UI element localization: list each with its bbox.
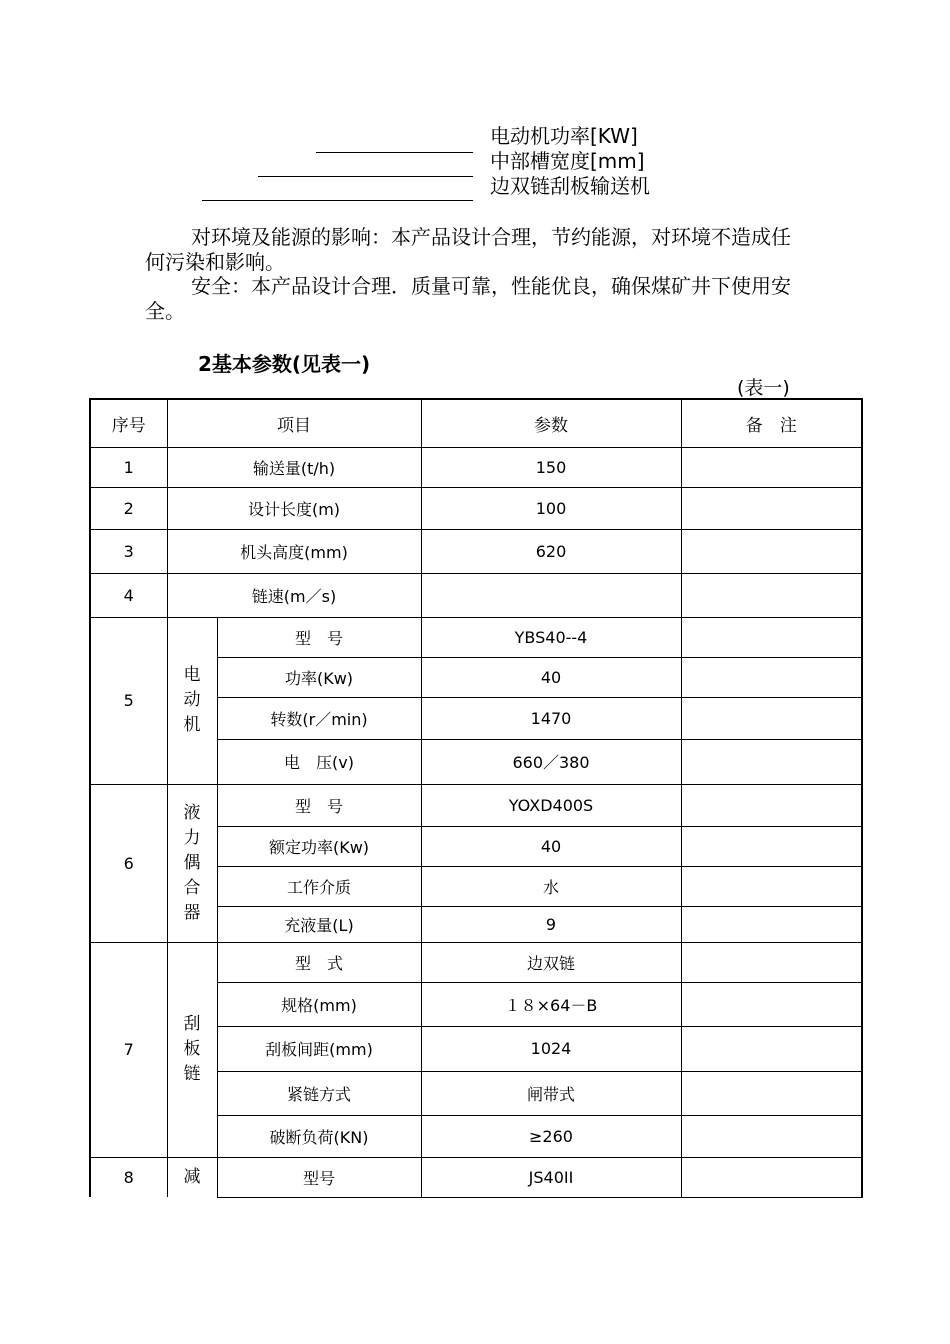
table-row	[90, 784, 862, 826]
group-name-coupling: 液 力 偶 合 器	[183, 802, 201, 923]
paragraph-safety	[145, 274, 807, 324]
param-cell: YOXD400S	[421, 784, 681, 826]
legend-underline-1	[316, 152, 473, 153]
seq-cell: 3	[90, 529, 167, 573]
param-cell: 660／380	[421, 739, 681, 784]
remark-cell	[681, 617, 862, 657]
group-name-cell	[167, 617, 217, 784]
item-cell: 型 式	[217, 942, 421, 982]
param-cell: 水	[421, 866, 681, 906]
param-cell: 100	[421, 487, 681, 529]
item-cell: 紧链方式	[217, 1071, 421, 1115]
table-row	[90, 529, 862, 573]
remark-cell	[681, 447, 862, 487]
remark-cell	[681, 942, 862, 982]
remark-cell	[681, 906, 862, 942]
remark-cell	[681, 826, 862, 866]
item-cell: 电 压(v)	[217, 739, 421, 784]
seq-cell: 1	[90, 447, 167, 487]
item-cell: 型号	[217, 1157, 421, 1197]
table-header-row	[90, 399, 862, 447]
table-row	[90, 573, 862, 617]
item-cell: 设计长度(m)	[167, 487, 421, 529]
table-caption: (表一)	[737, 377, 790, 399]
item-cell: 输送量(t/h)	[167, 447, 421, 487]
remark-cell	[681, 573, 862, 617]
table-row	[90, 487, 862, 529]
paragraph-environment	[145, 225, 807, 275]
table-row	[90, 617, 862, 657]
item-cell: 型 号	[217, 784, 421, 826]
seq-cell: 8	[90, 1157, 167, 1197]
legend-underline-2	[258, 176, 473, 177]
remark-cell	[681, 529, 862, 573]
legend-label-2: 中部槽宽度[mm]	[490, 149, 645, 173]
param-cell: 620	[421, 529, 681, 573]
remark-cell	[681, 1071, 862, 1115]
table-row	[90, 942, 862, 982]
table-row	[90, 447, 862, 487]
param-cell: 9	[421, 906, 681, 942]
group-name-cell	[167, 1157, 217, 1197]
seq-cell: 2	[90, 487, 167, 529]
paragraph-environment-text: 对环境及能源的影响：本产品设计合理，节约能源，对环境不造成任何污染和影响。	[145, 225, 791, 274]
seq-cell: 5	[90, 617, 167, 784]
table-row	[90, 1157, 862, 1197]
seq-cell: 6	[90, 784, 167, 942]
param-cell: 1024	[421, 1026, 681, 1071]
item-cell: 工作介质	[217, 866, 421, 906]
seq-cell: 7	[90, 942, 167, 1157]
group-name-cell	[167, 784, 217, 942]
section-heading: 2基本参数(见表一)	[198, 352, 371, 376]
legend-label-3: 边双链刮板输送机	[490, 174, 650, 198]
parameter-table	[89, 398, 863, 1198]
group-name-motor: 电 动 机	[183, 665, 201, 735]
item-cell: 转数(r／min)	[217, 697, 421, 739]
remark-cell	[681, 866, 862, 906]
param-cell: 40	[421, 657, 681, 697]
item-cell: 破断负荷(KN)	[217, 1115, 421, 1157]
item-cell: 充液量(L)	[217, 906, 421, 942]
group-name-chain: 刮 板 链	[183, 1014, 201, 1084]
item-cell: 链速(m／s)	[167, 573, 421, 617]
remark-cell	[681, 1115, 862, 1157]
remark-cell	[681, 657, 862, 697]
legend-underline-3	[202, 200, 473, 201]
legend-label-1: 电动机功率[KW]	[490, 124, 638, 148]
remark-cell	[681, 1157, 862, 1197]
header-item: 项目	[167, 399, 421, 447]
group-name-cell	[167, 942, 217, 1157]
param-cell: 1470	[421, 697, 681, 739]
remark-cell	[681, 487, 862, 529]
param-cell: ≥260	[421, 1115, 681, 1157]
header-param: 参数	[421, 399, 681, 447]
item-cell: 刮板间距(mm)	[217, 1026, 421, 1071]
paragraph-safety-text: 安全：本产品设计合理．质量可靠，性能优良，确保煤矿井下使用安全。	[145, 274, 791, 323]
param-cell: YBS40--4	[421, 617, 681, 657]
item-cell: 型 号	[217, 617, 421, 657]
remark-cell	[681, 784, 862, 826]
remark-cell	[681, 1026, 862, 1071]
param-cell: JS40II	[421, 1157, 681, 1197]
remark-cell	[681, 739, 862, 784]
item-cell: 规格(mm)	[217, 982, 421, 1026]
remark-cell	[681, 982, 862, 1026]
param-cell: １８×64－B	[421, 982, 681, 1026]
param-cell: 150	[421, 447, 681, 487]
item-cell: 功率(Kw)	[217, 657, 421, 697]
remark-cell	[681, 697, 862, 739]
param-cell: 40	[421, 826, 681, 866]
header-remark: 备 注	[681, 399, 862, 447]
item-cell: 额定功率(Kw)	[217, 826, 421, 866]
param-cell: 闸带式	[421, 1071, 681, 1115]
param-cell	[421, 573, 681, 617]
param-cell: 边双链	[421, 942, 681, 982]
header-seq: 序号	[90, 399, 167, 447]
item-cell: 机头高度(mm)	[167, 529, 421, 573]
seq-cell: 4	[90, 573, 167, 617]
group-name-reducer: 减	[183, 1166, 201, 1187]
